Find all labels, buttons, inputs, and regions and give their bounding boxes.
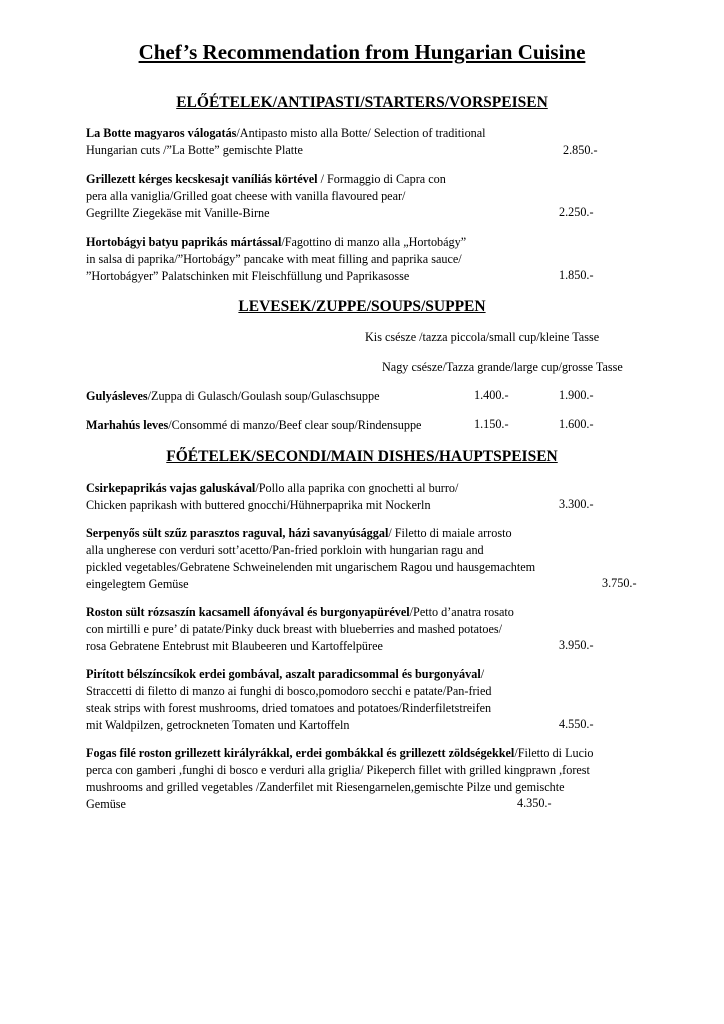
menu-item-soup-1 [86,388,686,405]
menu-item-main-3 [86,604,686,655]
price-label: 3.300.- [559,497,594,511]
dish-description: ”Hortobágyer” Palatschinken mit Fleischfüllung und Paprikasosse [86,269,410,283]
dish-description: alla ungherese con verduri sott’acetto/Pan-fried porkloin with hungarian ragu and [86,543,484,557]
menu-item-main-4 [86,666,686,734]
price-label: 2.850.- [563,143,598,157]
dish-description: /Petto d’anatra rosato [409,605,514,619]
dish-description: pickled vegetables/Gebratene Schweinelenden mit ungarischem Ragou und hausgemachtem [86,560,536,574]
dish-description: mushrooms and grilled vegetables /Zanderfilet mit Riesengarnelen,gemischte Pilze und gemischte [86,780,565,794]
price-small-cup: 1.400.- [474,388,509,402]
price-large-cup: 1.600.- [559,417,594,431]
dish-name: Gulyásleves [86,389,148,403]
price-label: 4.550.- [559,717,594,731]
dish-description: Hungarian cuts /”La Botte” gemischte Platte [86,143,303,157]
menu-item-starter-2 [86,171,686,222]
section-heading-soups: LEVESEK/ZUPPE/SOUPS/SUPPEN [238,298,486,315]
price-label: 2.250.- [559,205,594,219]
menu-item-soup-2 [86,417,686,434]
dish-description: /Consommé di manzo/Beef clear soup/Rindensuppe [168,418,422,432]
dish-name: Csirkepaprikás vajas galuskával [86,481,256,495]
price-small-cup: 1.150.- [474,417,509,431]
dish-description: / [480,667,485,681]
menu-item-starter-3 [86,234,686,285]
page-title: Chef’s Recommendation from Hungarian Cuisine [138,40,586,64]
dish-description: con mirtilli e pure’ di patate/Pinky duck breast with blueberries and mashed potatoes/ [86,622,503,636]
soup-size-header-large: Nagy csésze/Tazza grande/large cup/grosse Tasse [382,360,623,374]
dish-description: rosa Gebratene Entebrust mit Blaubeeren und Kartoffelpüree [86,639,383,653]
dish-description: / Filetto di maiale arrosto [388,526,512,540]
dish-name: Grillezett kérges kecskesajt vaníliás körtével [86,172,318,186]
price-large-cup: 1.900.- [559,388,594,402]
price-label: 3.750.- [602,576,637,590]
menu-item-main-5 [86,745,686,813]
dish-name: Pirított bélszíncsíkok erdei gombával, aszalt paradicsommal és burgonyával [86,667,481,681]
section-heading-starters: ELŐÉTELEK/ANTIPASTI/STARTERS/VORSPEISEN [176,94,548,111]
dish-description: /Filetto di Lucio [514,746,594,760]
dish-name: Fogas filé roston grillezett királyrákkal, erdei gombákkal és grillezett zöldségekkel [86,746,515,760]
dish-description: Gegrillte Ziegekäse mit Vanille-Birne [86,206,270,220]
dish-description: Gemüse [86,797,126,811]
dish-name: La Botte magyaros válogatás [86,126,237,140]
menu-item-main-1 [86,480,686,514]
dish-description: /Pollo alla paprika con gnochetti al burro/ [255,481,459,495]
dish-description: /Fagottino di manzo alla „Hortobágy” [281,235,467,249]
dish-description: perca con gamberi ,funghi di bosco e verduri alla griglia/ Pikeperch fillet with grilled kingprawn ,forest [86,763,590,777]
dish-description: Straccetti di filetto di manzo ai funghi di bosco,pomodoro secchi e patate/Pan-fried [86,684,492,698]
dish-description: mit Waldpilzen, getrockneten Tomaten und Kartoffeln [86,718,350,732]
dish-description: /Zuppa di Gulasch/Goulash soup/Gulaschsuppe [147,389,380,403]
dish-name: Roston sült rózsaszín kacsamell áfonyával és burgonyapürével [86,605,410,619]
price-label: 4.350.- [517,796,552,810]
section-heading-mains: FŐÉTELEK/SECONDI/MAIN DISHES/HAUPTSPEISEN [166,448,558,465]
dish-description: Chicken paprikash with buttered gnocchi/Hühnerpaprika mit Nockerln [86,498,431,512]
dish-name: Marhahús leves [86,418,169,432]
dish-description: eingelegtem Gemüse [86,577,189,591]
dish-description: in salsa di paprika/”Hortobágy” pancake with meat filling and paprika sauce/ [86,252,462,266]
soup-size-header-small: Kis csésze /tazza piccola/small cup/kleine Tasse [365,330,600,344]
dish-description: / Formaggio di Capra con [317,172,446,186]
dish-description: /Antipasto misto alla Botte/ Selection of traditional [236,126,486,140]
price-label: 1.850.- [559,268,594,282]
menu-item-main-2 [86,525,686,593]
dish-name: Serpenyős sült szűz parasztos raguval, házi savanyúsággal [86,526,389,540]
dish-name: Hortobágyi batyu paprikás mártással [86,235,282,249]
dish-description: steak strips with forest mushrooms, dried tomatoes and potatoes/Rinderfiletstreifen [86,701,492,715]
price-label: 3.950.- [559,638,594,652]
dish-description: pera alla vaniglia/Grilled goat cheese with vanilla flavoured pear/ [86,189,406,203]
